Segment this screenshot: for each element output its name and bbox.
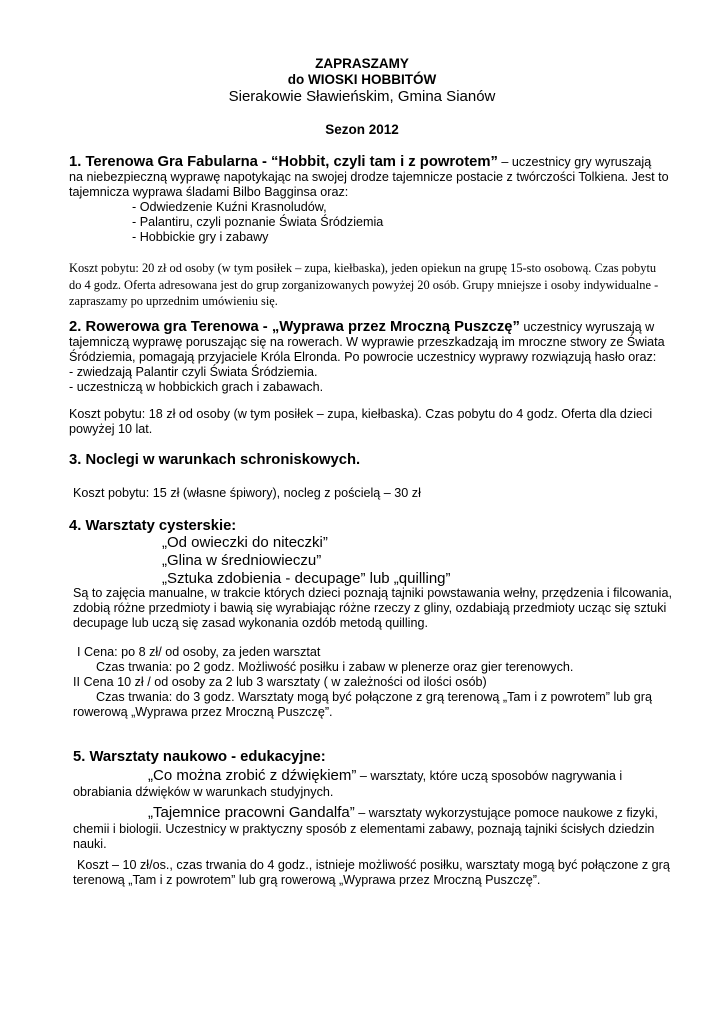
workshop-title: „Glina w średniowieczu”	[162, 552, 322, 569]
workshop-desc: obrabiania dźwięków w warunkach studyjnych.	[73, 785, 334, 799]
section-2-heading: 2. Rowerowa gra Terenowa - „Wyprawa przez Mroczną Puszczę”	[69, 319, 520, 335]
section-1-list	[69, 200, 659, 245]
section-2-text: - zwiedzają Palantir czyli Świata Śródziemia.	[69, 365, 318, 379]
section-1-intro: – uczestnicy gry wyruszają	[497, 155, 652, 169]
description-line: Są to zajęcia manualne, w trakcie których dzieci poznają tajniki powstawania wełny, przędzenia i filcowania,	[73, 586, 672, 600]
cost-line: Koszt – 10 zł/os., czas trwania do 4 godz., istnieje możliwość posiłku, warsztaty mogą być połączone z grą	[77, 858, 670, 872]
list-item: - Odwiedzenie Kuźni Krasnoludów,	[132, 200, 327, 214]
section-5-workshops	[73, 767, 673, 852]
section-5-heading: 5. Warsztaty naukowo - edukacyjne:	[73, 749, 326, 765]
cost-line: terenową „Tam i z powrotem” lub grą rowerową „Wyprawa przez Mroczną Puszczę”.	[73, 873, 541, 887]
section-1-heading: 1. Terenowa Gra Fabularna - “Hobbit, czyli tam i z powrotem”	[69, 154, 498, 170]
workshop-title: „Tajemnice pracowni Gandalfa”	[148, 804, 355, 821]
price-line: Czas trwania: po 2 godz. Możliwość posiłku i zabaw w plenerze oraz gier terenowych.	[96, 660, 574, 674]
section-2-text: tajemniczą wyprawę poruszając się na rowerach. W wyprawie przeszkadzają im mroczne stwory ze Świata	[69, 335, 665, 349]
description-line: decupage lub uczą się zasad wykonania ozdób metodą quilling.	[73, 616, 428, 630]
section-1-cost	[69, 260, 659, 310]
workshop-desc: – warsztaty, które uczą sposobów nagrywania i	[356, 769, 623, 783]
invitation-subtitle: do WIOSKI HOBBITÓW	[287, 72, 437, 87]
cost-line: zapraszamy po uprzednim umówieniu się.	[69, 294, 278, 308]
section-4	[69, 519, 659, 534]
section-4-prices	[73, 645, 673, 720]
workshop-desc: chemii i biologii. Uczestnicy w praktyczny sposób z elementami zabawy, poznają tajniki ścisłych dziedzin	[73, 822, 655, 836]
section-1	[69, 154, 669, 245]
section-1-text: na niebezpieczną wyprawę napotykając na swojej drodze tajemnicze postacie z twórczości Tolkiena. Jest to	[69, 170, 669, 184]
price-line: I Cena: po 8 zł/ od osoby, za jeden warsztat	[77, 645, 321, 659]
section-3	[69, 453, 659, 468]
price-line: Czas trwania: do 3 godz. Warsztaty mogą być połączone z grą terenową „Tam i z powrotem” lub grą	[96, 690, 652, 704]
location-line: Sierakowie Sławieńskim, Gmina Sianów	[228, 88, 496, 105]
section-4-description	[73, 586, 673, 631]
workshop-desc: – warsztaty wykorzystujące pomoce naukowe z fizyki,	[354, 806, 658, 820]
section-2-text: Śródziemia, pomagają przyjaciele Króla Elronda. Po powrocie uczestnicy wyprawy rozwiązują hasło oraz:	[69, 350, 657, 364]
workshop-title: „Sztuka zdobienia - decupage” lub „quilling”	[162, 570, 451, 587]
description-line: zdobią różne przedmioty i bawią się wyrabiając różne rzeczy z gliny, ozdabiają przedmioty ucząc się sztuki	[73, 601, 667, 615]
workshop-desc: nauki.	[73, 837, 107, 851]
section-1-text: tajemnicza wyprawa śladami Bilbo Bagginsa oraz:	[69, 185, 349, 199]
cost-line: powyżej 10 lat.	[69, 422, 153, 436]
workshop-title: „Od owieczki do niteczki”	[162, 534, 328, 551]
section-2-intro: uczestnicy wyruszają w	[519, 320, 655, 334]
section-4-workshops	[162, 534, 724, 588]
invitation-title: ZAPRASZAMY	[315, 56, 409, 71]
cost-line: Koszt pobytu: 18 zł od osoby (w tym posiłek – zupa, kiełbaska). Czas pobytu do 4 godz. Oferta dla dzieci	[69, 407, 653, 421]
section-2-text: - uczestniczą w hobbickich grach i zabawach.	[69, 380, 324, 394]
section-2-cost	[69, 407, 659, 437]
section-3-heading: 3. Noclegi w warunkach schroniskowych.	[69, 452, 361, 468]
cost-line: do 4 godz. Oferta adresowana jest do grup zorganizowanych powyżej 20 osób. Grupy mniejsze i osoby indywidualne -	[69, 277, 659, 292]
cost-line: Koszt pobytu: 20 zł od osoby (w tym posiłek – zupa, kiełbaska), jeden opiekun na grupę 15-sto osobową. Czas pobytu	[69, 261, 657, 275]
section-3-cost: Koszt pobytu: 15 zł (własne śpiwory), nocleg z pościelą – 30 zł	[73, 486, 421, 500]
season-heading: Sezon 2012	[325, 122, 399, 137]
price-line: II Cena 10 zł / od osoby za 2 lub 3 warsztaty ( w zależności od ilości osób)	[73, 675, 487, 689]
workshop-title: „Co można zrobić z dźwiękiem”	[148, 767, 357, 784]
section-5	[73, 750, 663, 765]
section-5-cost	[73, 858, 683, 888]
section-4-heading: 4. Warsztaty cysterskie:	[69, 518, 237, 534]
section-2	[69, 319, 665, 395]
list-item: - Palantiru, czyli poznanie Świata Śródziemia	[132, 215, 384, 229]
list-item: - Hobbickie gry i zabawy	[132, 230, 269, 244]
price-line: rowerową „Wyprawa przez Mroczną Puszczę”.	[73, 705, 333, 719]
